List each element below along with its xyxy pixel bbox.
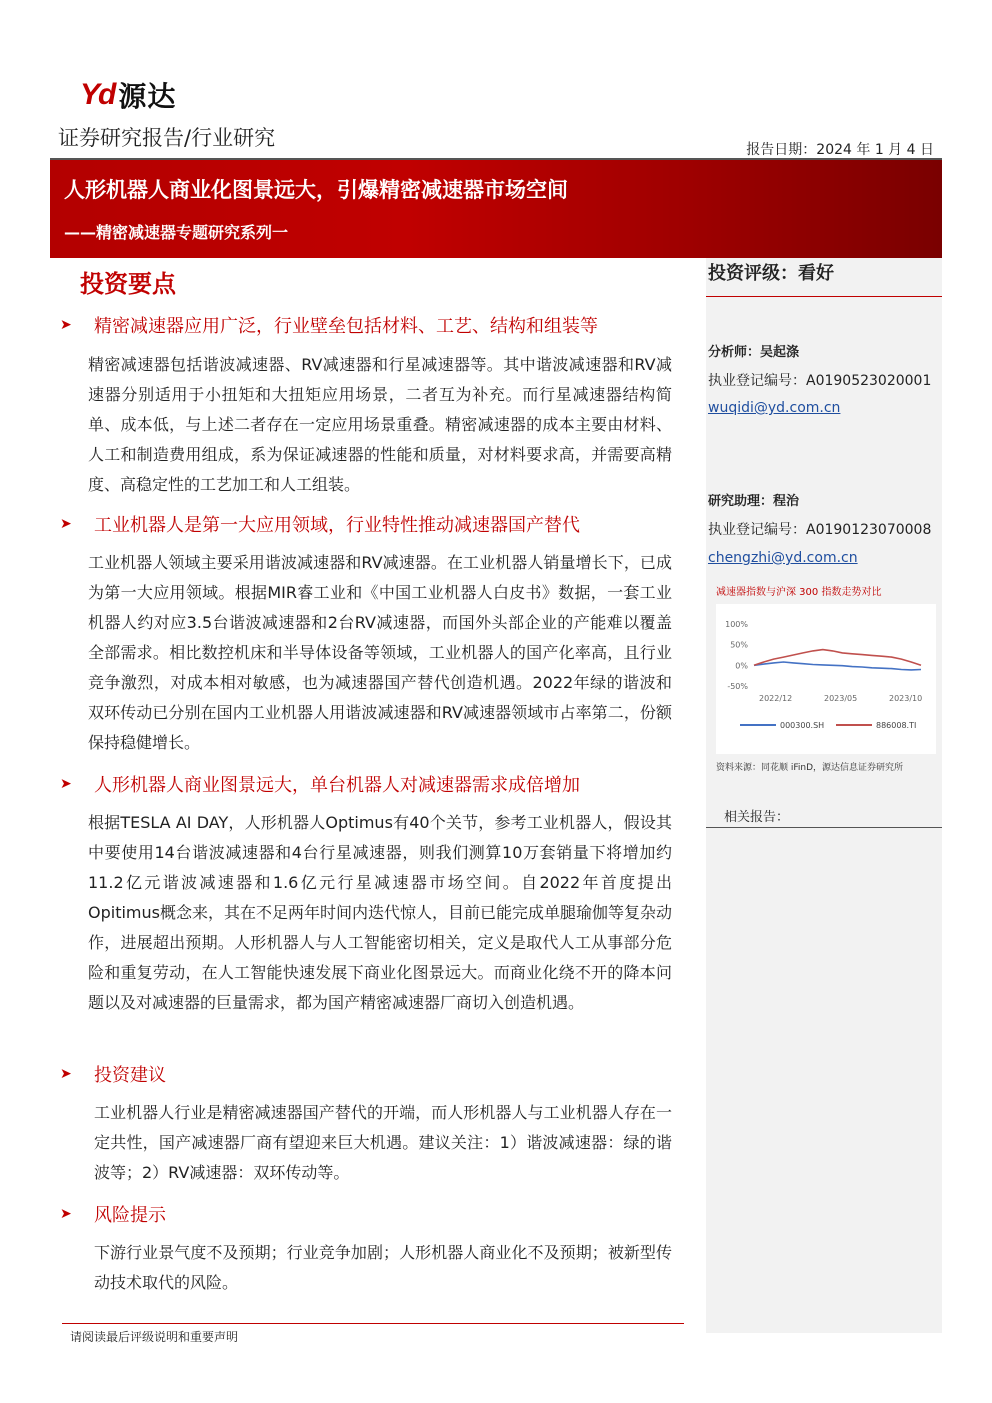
document-type: 证券研究报告/行业研究 [58,126,276,150]
paragraph-2: 工业机器人领域主要采用谐波减速器和RV减速器。在工业机器人销量增长下，已成为第一大应用领域。根据MIR睿工业和《中国工业机器人白皮书》数据，一套工业机器人约对应3.5台谐波减速器和2台RV减速器，而国外头部企业的产能难以覆盖全部需求。相比数控机床和半导体设备等领域，工业机器人的国产化率高，且行业竞争激烈，对成本相对敏感，也为减速器国产替代创造机遇。2022年绿的谐波和双环传动已分别在国内工业机器人用谐波减速器和RV减速器领域市占率第二，份额保持稳健增长。 [88,553,672,752]
y-tick-label: -50% [727,682,748,691]
arrow-bullet-icon: ➤ [60,516,72,532]
x-tick-label: 2023/10 [889,694,923,703]
footer-divider [62,1323,684,1324]
assistant-name: 研究助理：程治 [708,494,800,509]
y-tick-label: 0% [735,661,748,671]
y-tick-label: 100% [725,620,748,629]
series-line-0 [754,662,921,670]
paragraph-3: 根据TESLA AI DAY，人形机器人Optimus有40个关节，参考工业机器人，假设其中要使用14台谐波减速器和4台行星减速器，则我们测算10万套销量下将增加约11.2亿元谐波减速器和1.6亿元行星减速器市场空间。自2022年首度提出Opitimus概念来，其在不足两年时间内迭代惊人，目前已能完成单腿瑜伽等复杂动作，进展超出预期。人形机器人与人工智能密切相关，定义是取代人工从事部分危险和重复劳动，在人工智能快速发展下商业化图景远大。而商业化绕不开的降本问题以及对减速器的巨量需求，都为国产精密减速器厂商切入创造机遇。 [88,813,672,1012]
related-divider [706,827,942,828]
logo-mark: Yd [80,78,115,111]
paragraph-4: 工业机器人行业是精密减速器国产替代的开端，而人形机器人与工业机器人存在一定共性，国产减速器厂商有望迎来巨大机遇。建议关注：1）谐波减速器：绿的谐波等；2）RV减速器：双环传动等。 [94,1103,672,1182]
analyst-name: 分析师：吴起涤 [708,345,800,360]
report-title: 人形机器人商业化图景远大，引爆精密减速器市场空间 [64,178,568,202]
arrow-bullet-icon: ➤ [60,317,72,333]
sidebar [706,258,942,1333]
bullet-heading-1 [60,312,598,338]
bullet-heading-text: 人形机器人商业图景远大，单台机器人对减速器需求成倍增加 [94,775,580,796]
logo-text: 源达 [118,80,177,113]
report-subtitle: ——精密减速器专题研究系列一 [64,223,289,242]
bullet-heading-text: 风险提示 [94,1205,166,1226]
report-date: 报告日期：2024 年 1 月 4 日 [746,142,934,158]
title-banner [50,160,942,258]
analyst-registration: 执业登记编号：A0190523020001 [708,373,932,389]
x-tick-label: 2022/12 [759,694,793,703]
bullet-heading-2 [60,511,580,537]
bullet-heading-text: 精密减速器应用广泛，行业壁垒包括材料、工艺、结构和组装等 [94,316,598,337]
y-tick-label: 50% [730,640,748,650]
legend-label: 886008.TI [876,721,917,730]
legend-label: 000300.SH [780,721,825,730]
rating-divider [706,296,942,297]
footer-notice: 请阅读最后评级说明和重要声明 [70,1330,239,1344]
arrow-bullet-icon: ➤ [60,776,72,792]
bullet-heading-5 [60,1201,166,1227]
bullet-heading-text: 投资建议 [94,1065,166,1086]
section-title: 投资要点 [80,270,176,298]
assistant-email-link[interactable]: chengzhi@yd.com.cn [708,550,858,566]
investment-rating: 投资评级：看好 [708,263,834,284]
bullet-heading-4 [60,1061,166,1087]
bullet-heading-text: 工业机器人是第一大应用领域，行业特性推动减速器国产替代 [94,515,580,536]
analyst-email-link[interactable]: wuqidi@yd.com.cn [708,400,841,416]
chart-source: 资料来源：同花顺 iFinD，源达信息证券研究所 [716,763,904,773]
related-reports-label: 相关报告： [724,810,790,825]
arrow-bullet-icon: ➤ [60,1206,72,1222]
index-comparison-chart [716,604,936,754]
paragraph-5: 下游行业景气度不及预期；行业竞争加剧；人形机器人商业化不及预期；被新型传动技术取代的风险。 [94,1243,672,1292]
bullet-heading-3 [60,771,580,797]
company-logo [80,78,176,112]
arrow-bullet-icon: ➤ [60,1066,72,1082]
chart-title: 减速器指数与沪深 300 指数走势对比 [716,587,882,598]
chart-container [716,604,936,754]
assistant-registration: 执业登记编号：A0190123070008 [708,522,932,538]
x-tick-label: 2023/05 [824,694,858,703]
paragraph-1: 精密减速器包括谐波减速器、RV减速器和行星减速器等。其中谐波减速器和RV减速器分别适用于小扭矩和大扭矩应用场景，二者互为补充。而行星减速器结构简单、成本低，与上述二者存在一定应用场景重叠。精密减速器的成本主要由材料、人工和制造费用组成，系为保证减速器的性能和质量，对材料要求高，并需要高精度、高稳定性的工艺加工和人工组装。 [88,355,672,494]
